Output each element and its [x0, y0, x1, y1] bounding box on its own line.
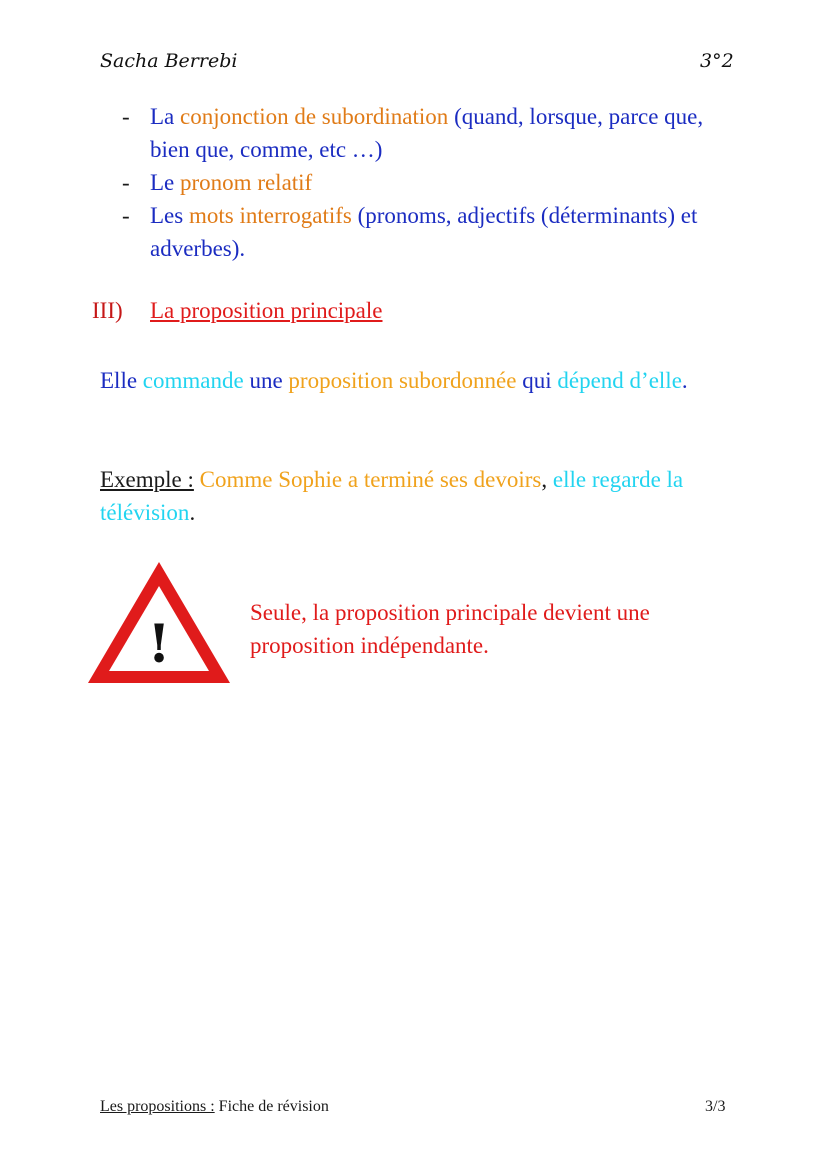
list-item: [122, 166, 742, 199]
bullet-rest: (pronoms, adjectifs (déterminants) et adverbes).: [150, 203, 698, 261]
section-heading: [92, 298, 383, 324]
definition-word: qui: [516, 368, 558, 393]
footer-page-number: 3/3: [705, 1098, 726, 1115]
list-item: [122, 100, 742, 166]
example-label: Exemple :: [100, 467, 194, 492]
footer-subtitle: Fiche de révision: [214, 1098, 329, 1115]
footer-title: [100, 1098, 329, 1116]
example-subordinate-clause: Comme Sophie a terminé ses devoirs: [199, 467, 542, 492]
bullet-term: Le: [150, 170, 181, 195]
definition-word: commande: [142, 368, 244, 393]
bullet-term: La: [150, 104, 181, 129]
definition-word: .: [681, 368, 688, 393]
section-number: III): [92, 298, 123, 323]
header-class: 3°2: [700, 50, 734, 72]
example-paragraph: [100, 463, 720, 529]
header-author: Sacha Berrebi: [100, 50, 238, 72]
bullet-highlight: conjonction de subordination: [180, 104, 449, 129]
bullet-highlight: pronom relatif: [180, 170, 313, 195]
definition-word: Elle: [100, 368, 143, 393]
bullet-dash: -: [122, 203, 130, 228]
warning-text: Seule, la proposition principale devient une proposition indépendante.: [250, 600, 650, 658]
footer-doc-title: Les propositions :: [100, 1098, 215, 1115]
list-item: [122, 199, 742, 265]
bullet-rest: (quand, lorsque, parce que, bien que, comme, etc …): [150, 104, 704, 162]
bullet-highlight: mots interrogatifs: [188, 203, 352, 228]
warning-triangle-icon: [84, 556, 234, 688]
bullet-term: Les: [150, 203, 189, 228]
definition-paragraph: [100, 364, 720, 397]
warning-exclamation: !: [147, 614, 171, 675]
example-main-clause: elle regarde la télévision: [100, 467, 684, 525]
section-title: La proposition principale: [150, 298, 383, 323]
definition-word: proposition subordonnée: [288, 368, 517, 393]
definition-word: dépend d’elle: [557, 368, 682, 393]
bullet-dash: -: [122, 104, 130, 129]
bullet-list: [122, 100, 742, 265]
bullet-dash: -: [122, 170, 130, 195]
definition-word: une: [243, 368, 289, 393]
example-end: .: [189, 500, 196, 525]
example-comma: ,: [541, 467, 553, 492]
